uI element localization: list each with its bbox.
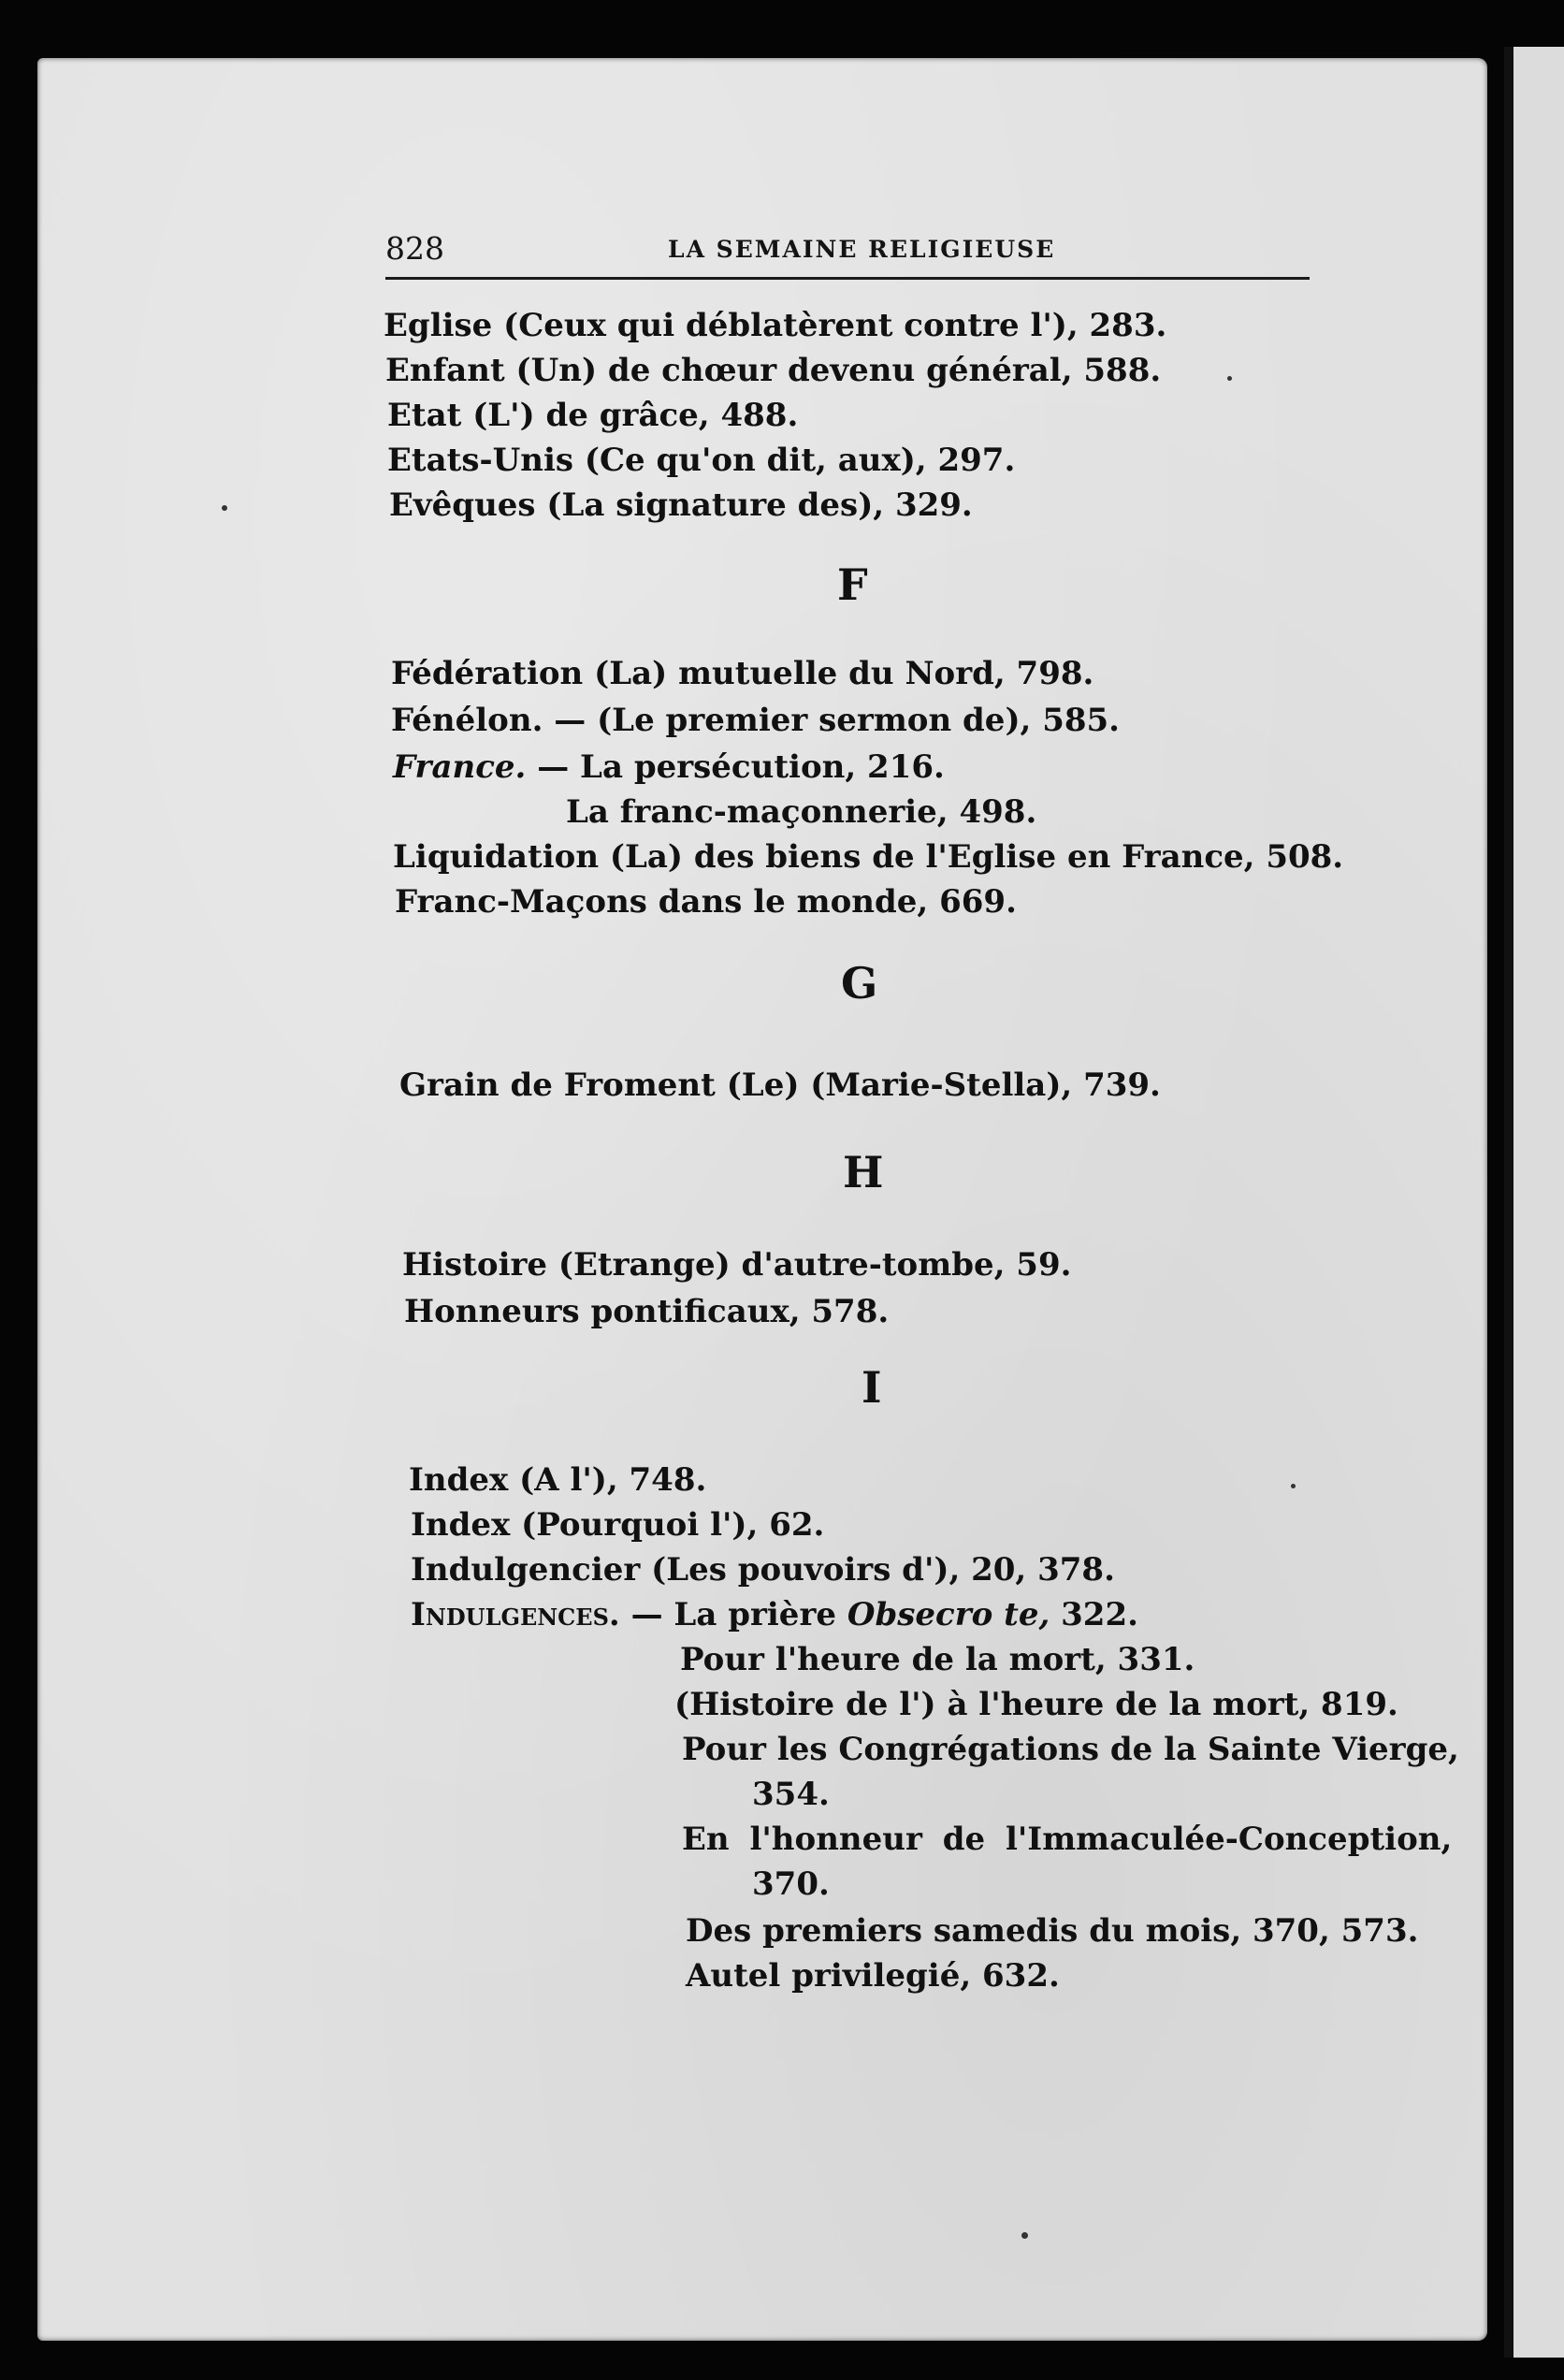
france-heading: France. [393,748,527,786]
index-entry: Etats-Unis (Ce qu'on dit, aux), 297. [387,442,1016,479]
index-entry: Indulgencier (Les pouvoirs d'), 20, 378. [411,1551,1115,1589]
index-entry-france [393,748,945,786]
indulgences-subentry: (Histoire de l') à l'heure de la mort, 819. [674,1686,1398,1723]
indulgences-subentry: 370. [752,1865,830,1903]
indulgences-first-pre: — La prière [630,1596,847,1633]
indulgences-first-post: 322. [1050,1596,1138,1633]
index-entry: La franc-maçonnerie, 498. [566,793,1037,831]
index-entry: Grain de Froment (Le) (Marie-Stella), 739. [399,1067,1161,1104]
index-entry: Evêques (La signature des), 329. [389,486,973,524]
indulgences-heading: Indulgences. [411,1596,620,1633]
scan-speck [1227,376,1232,381]
section-letter-h: H [843,1147,884,1197]
index-entry: Index (A l'), 748. [409,1461,707,1499]
indulgences-subentry: Des premiers samedis du mois, 370, 573. [686,1912,1419,1950]
index-entry: Honneurs pontificaux, 578. [404,1293,890,1330]
running-title: LA SEMAINE RELIGIEUSE [668,236,1056,263]
indulgences-subentry: En l'honneur de l'Immaculée-Conception, [682,1821,1453,1858]
index-entry: Fédération (La) mutuelle du Nord, 798. [391,655,1094,692]
adjacent-page-edge [1504,47,1564,2358]
section-letter-f: F [837,559,868,610]
scan-speck [1021,2232,1028,2239]
france-sub-1: — La persécution, 216. [537,748,945,786]
page-number: 828 [385,230,444,267]
index-entry-indulgences [411,1596,1138,1633]
indulgences-subentry: 354. [752,1776,830,1813]
scan-speck [1291,1484,1296,1488]
page-header [385,230,1310,280]
scan-speck [222,505,227,511]
index-entry: Etat (L') de grâce, 488. [387,397,799,434]
index-entry: Franc-Maçons dans le monde, 669. [395,883,1017,921]
index-entry: Liquidation (La) des biens de l'Eglise en France, 508. [393,838,1344,876]
index-entry: Histoire (Etrange) d'autre-tombe, 59. [402,1246,1072,1284]
index-entry: Eglise (Ceux qui déblatèrent contre l'), 283. [384,307,1167,344]
section-letter-i: I [862,1362,882,1413]
indulgences-subentry: Pour les Congrégations de la Sainte Vierge, [682,1731,1459,1768]
index-entry: Fénélon. — (Le premier sermon de), 585. [391,702,1121,739]
indulgences-subentry: Autel privilegié, 632. [686,1957,1060,1995]
section-letter-g: G [841,958,878,1009]
indulgences-subentry: Pour l'heure de la mort, 331. [680,1641,1195,1678]
index-entry: Index (Pourquoi l'), 62. [411,1506,825,1544]
indulgences-first-italic: Obsecro te, [847,1596,1050,1633]
index-entry: Enfant (Un) de chœur devenu général, 588. [385,352,1162,389]
